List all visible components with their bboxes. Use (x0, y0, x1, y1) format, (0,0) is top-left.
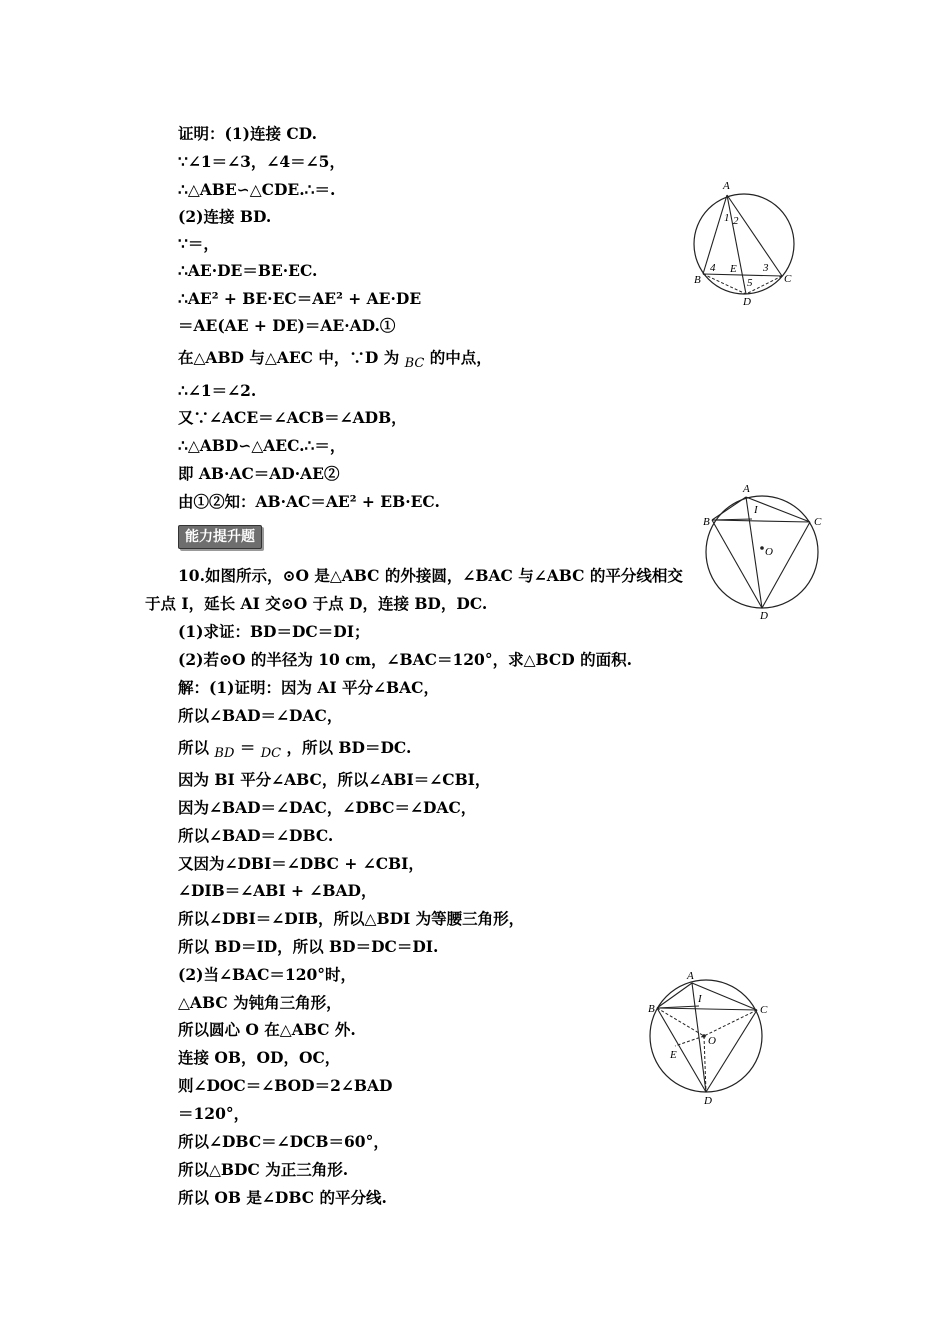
solution-line: 所以∠BAD＝∠DAC， (178, 706, 343, 725)
solution-line: 则∠DOC＝∠BOD＝2∠BAD (178, 1076, 393, 1095)
proof-line: ∵∠1＝∠3，∠4＝∠5， (178, 152, 345, 171)
fig3-label-e: E (670, 1049, 677, 1061)
fig1-label-e: E (730, 263, 737, 275)
proof-line: ∴AE² + BE·EC＝AE² + AE·DE (178, 289, 422, 308)
solution-line: (2)当∠BAC＝120°时， (178, 965, 357, 984)
fig1-label-1: 1 (724, 212, 730, 224)
solution-line: △ABC 为钝角三角形， (178, 993, 342, 1012)
fig3-label-o: O (708, 1035, 716, 1047)
fig1-label-4: 4 (710, 262, 716, 274)
proof-line: ∴△ABE∽△CDE.∴＝. (178, 180, 336, 199)
figure-2 (700, 482, 830, 622)
solution-line: 因为∠BAD＝∠DAC，∠DBC＝∠DAC， (178, 798, 477, 817)
solution-line: 所以 BD＝ID，所以 BD＝DC＝DI. (178, 937, 439, 956)
proof-line: 证明：(1)连接 CD. (178, 124, 317, 143)
solution-line: 又因为∠DBI＝∠DBC + ∠CBI， (178, 854, 424, 873)
solution-line: ＝120°， (178, 1104, 250, 1123)
arc-bd: BD (214, 746, 235, 761)
solution-line: ∠DIB＝∠ABI + ∠BAD， (178, 881, 377, 900)
solution-arc-prefix: 所以 (178, 738, 210, 757)
fig1-label-a: A (723, 180, 730, 192)
proof-line: 又∵∠ACE＝∠ACB＝∠ADB， (178, 408, 407, 427)
proof-line: ∵＝， (178, 234, 219, 253)
solution-arc-suffix: ，所以 BD＝DC. (286, 738, 412, 757)
fig2-label-c: C (814, 516, 822, 528)
proof-line: 由①②知：AB·AC＝AE² + EB·EC. (178, 492, 440, 511)
proof-line: ∴AE·DE＝BE·EC. (178, 261, 318, 280)
problem-line: 10.如图所示，⊙O 是△ABC 的外接圆，∠BAC 与∠ABC 的平分线相交 (178, 566, 683, 585)
fig3-label-c: C (760, 1004, 768, 1016)
fig1-label-3: 3 (763, 262, 769, 274)
proof-line: 在△ABD 与△AEC 中，∵D 为 (178, 348, 400, 367)
solution-line: 所以∠DBI＝∠DIB，所以△BDI 为等腰三角形， (178, 909, 525, 928)
proof-line: ∴△ABD∽△AEC.∴＝， (178, 436, 346, 455)
fig2-label-b: B (703, 516, 710, 528)
arc-dc: DC (260, 746, 282, 761)
fig3-label-a: A (687, 970, 694, 982)
solution-line: 所以△BDC 为正三角形. (178, 1160, 349, 1179)
fig2-label-i: I (754, 504, 758, 516)
fig2-label-d: D (760, 610, 768, 622)
fig2-label-a: A (743, 483, 750, 495)
solution-line: 所以∠BAD＝∠DBC. (178, 826, 334, 845)
fig3-label-i: I (698, 993, 702, 1005)
fig1-label-c: C (784, 273, 792, 285)
proof-line: 即 AB·AC＝AD·AE② (178, 464, 340, 483)
fig1-label-b: B (694, 274, 701, 286)
fig1-label-d: D (743, 296, 751, 308)
figure-3 (642, 968, 772, 1110)
section-badge-label: 能力提升题 (185, 529, 255, 545)
problem-question-1: (1)求证：BD＝DC＝DI； (178, 622, 370, 641)
problem-line: 于点 I，延长 AI 交⊙O 于点 D，连接 BD，DC. (145, 594, 488, 613)
proof-line: (2)连接 BD. (178, 207, 272, 226)
proof-line-midpoint (178, 348, 492, 370)
figure-1 (690, 178, 800, 308)
problem-question-2: (2)若⊙O 的半径为 10 cm，∠BAC＝120°，求△BCD 的面积. (178, 650, 632, 669)
solution-line: 解：(1)证明：因为 AI 平分∠BAC， (178, 678, 439, 697)
solution-line: 所以 OB 是∠DBC 的平分线. (178, 1188, 387, 1207)
proof-line: ∴∠1＝∠2. (178, 381, 257, 400)
proof-line-suffix: 的中点， (429, 348, 492, 367)
section-badge (178, 525, 262, 549)
fig2-label-o: O (765, 546, 773, 558)
solution-arc-eq: ＝ (239, 738, 256, 757)
solution-line: 所以圆心 O 在△ABC 外. (178, 1020, 356, 1039)
proof-line: ＝AE(AE + DE)＝AE·AD.① (178, 316, 396, 335)
fig1-label-5: 5 (747, 277, 753, 289)
fig1-label-2: 2 (733, 215, 739, 227)
arc-bc: BC (404, 356, 425, 371)
solution-line: 所以∠DBC＝∠DCB＝60°， (178, 1132, 389, 1151)
solution-line: 因为 BI 平分∠ABC，所以∠ABI＝∠CBI， (178, 770, 491, 789)
solution-line: 连接 OB，OD，OC， (178, 1048, 341, 1067)
fig3-label-d: D (704, 1095, 712, 1107)
fig3-label-b: B (648, 1003, 655, 1015)
solution-arc-line (178, 738, 411, 760)
